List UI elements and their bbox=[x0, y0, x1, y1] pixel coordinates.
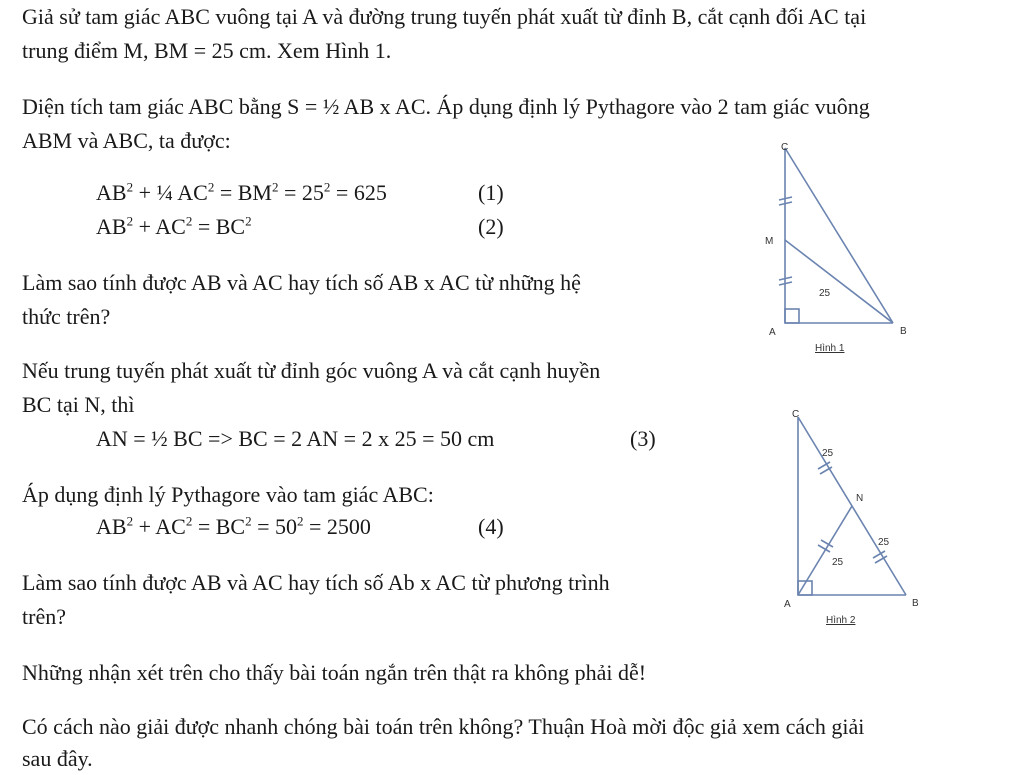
fig2-length-cn: 25 bbox=[822, 448, 834, 459]
para-3-line-2: thức trên? bbox=[22, 304, 111, 329]
equation-4-number: (4) bbox=[478, 514, 504, 539]
fig2-length-an: 25 bbox=[832, 557, 844, 568]
fig2-label-a: A bbox=[784, 599, 791, 610]
para-8-line-1: Có cách nào giải được nhanh chóng bài toán trên không? Thuận Hoà mời độc giả xem cách giải bbox=[22, 714, 865, 739]
fig2-label-c: C bbox=[792, 409, 800, 420]
para-1-line-2: trung điểm M, BM = 25 cm. Xem Hình 1. bbox=[22, 38, 392, 63]
equation-1-number: (1) bbox=[478, 180, 504, 205]
figure-2 bbox=[778, 405, 928, 630]
equation-4: $AB^2 + AC^2 = BC^2 = 50^2 = 2500$ bbox=[96, 513, 371, 539]
equation-3-number: (3) bbox=[630, 426, 656, 451]
fig1-right-angle-mark bbox=[785, 309, 799, 323]
fig1-label-c: C bbox=[781, 142, 789, 153]
equation-1: $AB^2$ + ¼ $AC^2 = BM^2 = 25^2 = 625$ bbox=[96, 179, 387, 205]
para-8-line-2: sau đây. bbox=[22, 746, 93, 771]
fig2-label-b: B bbox=[912, 598, 919, 609]
fig1-side-bc bbox=[785, 148, 893, 323]
para-5: Áp dụng định lý Pythagore vào tam giác ABC: bbox=[22, 482, 434, 507]
fig2-label-n: N bbox=[856, 493, 864, 504]
para-6-line-1: Làm sao tính được AB và AC hay tích số Ab x AC từ phương trình bbox=[22, 570, 610, 595]
equation-2-number: (2) bbox=[478, 214, 504, 239]
fig1-label-m: M bbox=[765, 236, 774, 247]
fig1-length-bm: 25 bbox=[819, 288, 831, 299]
para-2-line-2: ABM và ABC, ta được: bbox=[22, 128, 231, 153]
fig1-caption: Hình 1 bbox=[815, 343, 845, 354]
para-7: Những nhận xét trên cho thấy bài toán ngắn trên thật ra không phải dễ! bbox=[22, 660, 647, 685]
figure-1 bbox=[755, 138, 920, 360]
fig2-length-nb: 25 bbox=[878, 537, 890, 548]
para-2-line-1: Diện tích tam giác ABC bằng S = ½ AB x AC. Áp dụng định lý Pythagore vào 2 tam giác vuông bbox=[22, 94, 870, 119]
equation-3: AN = ½ BC => BC = 2 AN = 2 x 25 = 50 cm bbox=[96, 426, 495, 451]
para-4-line-2: BC tại N, thì bbox=[22, 392, 135, 417]
fig1-label-a: A bbox=[769, 327, 776, 338]
para-3-line-1: Làm sao tính được AB và AC hay tích số AB x AC từ những hệ bbox=[22, 270, 581, 295]
para-6-line-2: trên? bbox=[22, 604, 66, 629]
para-1-line-1: Giả sử tam giác ABC vuông tại A và đường trung tuyến phát xuất từ đỉnh B, cắt cạnh đối AC tại bbox=[22, 4, 867, 29]
fig1-median-bm bbox=[785, 240, 893, 323]
fig2-caption: Hình 2 bbox=[826, 615, 856, 626]
equation-2: $AB^2 + AC^2 = BC^2$ bbox=[96, 213, 252, 239]
fig1-label-b: B bbox=[900, 326, 907, 337]
para-4-line-1: Nếu trung tuyến phát xuất từ đỉnh góc vuông A và cắt cạnh huyền bbox=[22, 358, 601, 383]
